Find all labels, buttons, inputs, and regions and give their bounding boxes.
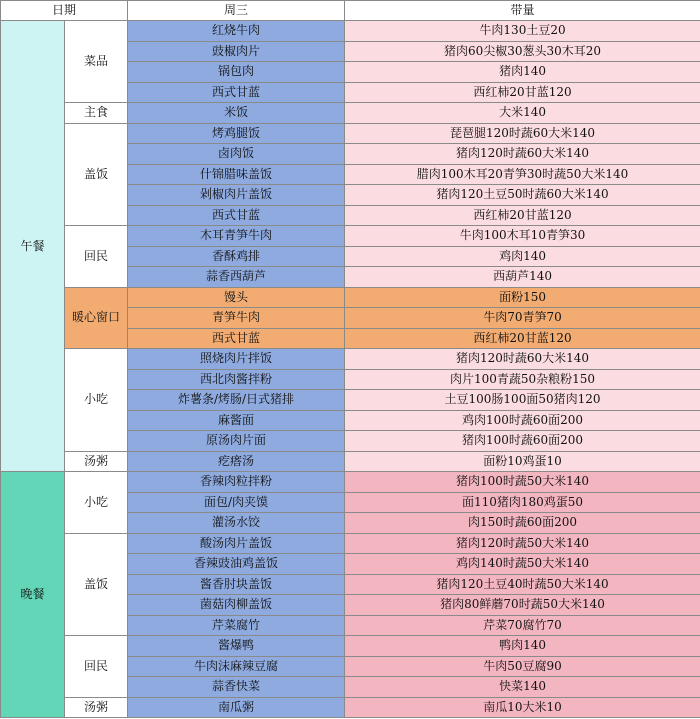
category-label: 小吃 <box>65 349 128 452</box>
meal-label: 午餐 <box>1 21 65 472</box>
category-label: 汤粥 <box>65 697 128 718</box>
dish-name: 红烧牛肉 <box>128 21 345 42</box>
table-row <box>1 636 700 657</box>
dish-name: 原汤肉片面 <box>128 431 345 452</box>
dish-name: 牛肉沫麻辣豆腐 <box>128 656 345 677</box>
table-row <box>1 103 700 124</box>
dish-name: 蒜香快菜 <box>128 677 345 698</box>
dish-name: 香辣肉粒拌粉 <box>128 472 345 493</box>
category-label: 汤粥 <box>65 451 128 472</box>
dish-name: 青笋牛肉 <box>128 308 345 329</box>
dish-name: 西式甘蓝 <box>128 328 345 349</box>
dish-portion: 面粉150 <box>345 287 700 308</box>
dish-portion: 猪肉80鲜蘑70时蔬50大米140 <box>345 595 700 616</box>
dish-portion: 猪肉120土豆50时蔬60大米140 <box>345 185 700 206</box>
dish-portion: 快菜140 <box>345 677 700 698</box>
table-row <box>1 697 700 718</box>
dish-name: 酱爆鸭 <box>128 636 345 657</box>
dish-name: 疙瘩汤 <box>128 451 345 472</box>
dish-name: 米饭 <box>128 103 345 124</box>
dish-portion: 猪肉120土豆40时蔬50大米140 <box>345 574 700 595</box>
dish-name: 炸薯条/烤肠/日式猪排 <box>128 390 345 411</box>
dish-portion: 鸡肉140时蔬50大米140 <box>345 554 700 575</box>
dish-name: 香辣豉油鸡盖饭 <box>128 554 345 575</box>
dish-name: 芹菜腐竹 <box>128 615 345 636</box>
table-row <box>1 287 700 308</box>
dish-portion: 西红柿20甘蓝120 <box>345 328 700 349</box>
category-label: 盖饭 <box>65 123 128 226</box>
dish-name: 木耳青笋牛肉 <box>128 226 345 247</box>
dish-name: 剁椒肉片盖饭 <box>128 185 345 206</box>
dish-portion: 琵琶腿120时蔬60大米140 <box>345 123 700 144</box>
dish-portion: 土豆100肠100面50猪肉120 <box>345 390 700 411</box>
dish-portion: 南瓜10大米10 <box>345 697 700 718</box>
dish-portion: 猪肉120时蔬60大米140 <box>345 144 700 165</box>
dish-name: 什锦腊味盖饭 <box>128 164 345 185</box>
dish-portion: 大米140 <box>345 103 700 124</box>
dish-portion: 西葫芦140 <box>345 267 700 288</box>
category-label: 暖心窗口 <box>65 287 128 349</box>
header-weekday: 周三 <box>128 1 345 21</box>
dish-portion: 肉150时蔬60面200 <box>345 513 700 534</box>
table-row <box>1 123 700 144</box>
category-label: 盖饭 <box>65 533 128 636</box>
dish-name: 蒜香西葫芦 <box>128 267 345 288</box>
dish-portion: 牛肉50豆腐90 <box>345 656 700 677</box>
dish-portion: 牛肉70青笋70 <box>345 308 700 329</box>
dish-name: 灌汤水饺 <box>128 513 345 534</box>
dish-portion: 猪肉140 <box>345 62 700 83</box>
dish-portion: 西红柿20甘蓝120 <box>345 205 700 226</box>
table-row <box>1 226 700 247</box>
table-row <box>1 21 700 42</box>
dish-name: 西式甘蓝 <box>128 82 345 103</box>
dish-name: 西北肉酱拌粉 <box>128 369 345 390</box>
dish-name: 西式甘蓝 <box>128 205 345 226</box>
table-row <box>1 533 700 554</box>
dish-name: 香酥鸡排 <box>128 246 345 267</box>
dish-name: 面包/肉夹馍 <box>128 492 345 513</box>
dish-name: 豉椒肉片 <box>128 41 345 62</box>
dish-portion: 芹菜70腐竹70 <box>345 615 700 636</box>
header-portion: 带量 <box>345 1 700 21</box>
dish-name: 馒头 <box>128 287 345 308</box>
dish-portion: 面粉10鸡蛋10 <box>345 451 700 472</box>
category-label: 主食 <box>65 103 128 124</box>
dish-name: 烤鸡腿饭 <box>128 123 345 144</box>
category-label: 小吃 <box>65 472 128 534</box>
dish-name: 照烧肉片拌饭 <box>128 349 345 370</box>
table-row <box>1 472 700 493</box>
dish-name: 酸汤肉片盖饭 <box>128 533 345 554</box>
category-label: 回民 <box>65 636 128 698</box>
dish-name: 酱香肘块盖饭 <box>128 574 345 595</box>
header-date: 日期 <box>1 1 128 21</box>
dish-portion: 鸭肉140 <box>345 636 700 657</box>
dish-portion: 面110猪肉180鸡蛋50 <box>345 492 700 513</box>
table-row <box>1 349 700 370</box>
dish-name: 锅包肉 <box>128 62 345 83</box>
dish-portion: 牛肉100木耳10青笋30 <box>345 226 700 247</box>
dish-portion: 猪肉60尖椒30葱头30木耳20 <box>345 41 700 62</box>
category-label: 菜品 <box>65 21 128 103</box>
dish-portion: 猪肉100时蔬50大米140 <box>345 472 700 493</box>
dish-portion: 腊肉100木耳20青笋30时蔬50大米140 <box>345 164 700 185</box>
category-label: 回民 <box>65 226 128 288</box>
dish-name: 南瓜粥 <box>128 697 345 718</box>
dish-portion: 鸡肉100时蔬60面200 <box>345 410 700 431</box>
dish-portion: 西红柿20甘蓝120 <box>345 82 700 103</box>
dish-portion: 猪肉100时蔬60面200 <box>345 431 700 452</box>
dish-portion: 牛肉130土豆20 <box>345 21 700 42</box>
dish-portion: 鸡肉140 <box>345 246 700 267</box>
dish-name: 菌菇肉柳盖饭 <box>128 595 345 616</box>
dish-portion: 猪肉120时蔬50大米140 <box>345 533 700 554</box>
dish-portion: 猪肉120时蔬60大米140 <box>345 349 700 370</box>
dish-name: 卤肉饭 <box>128 144 345 165</box>
dish-name: 麻酱面 <box>128 410 345 431</box>
table-row <box>1 451 700 472</box>
meal-label: 晚餐 <box>1 472 65 718</box>
dish-portion: 肉片100青蔬50杂粮粉150 <box>345 369 700 390</box>
header-row <box>1 1 700 21</box>
